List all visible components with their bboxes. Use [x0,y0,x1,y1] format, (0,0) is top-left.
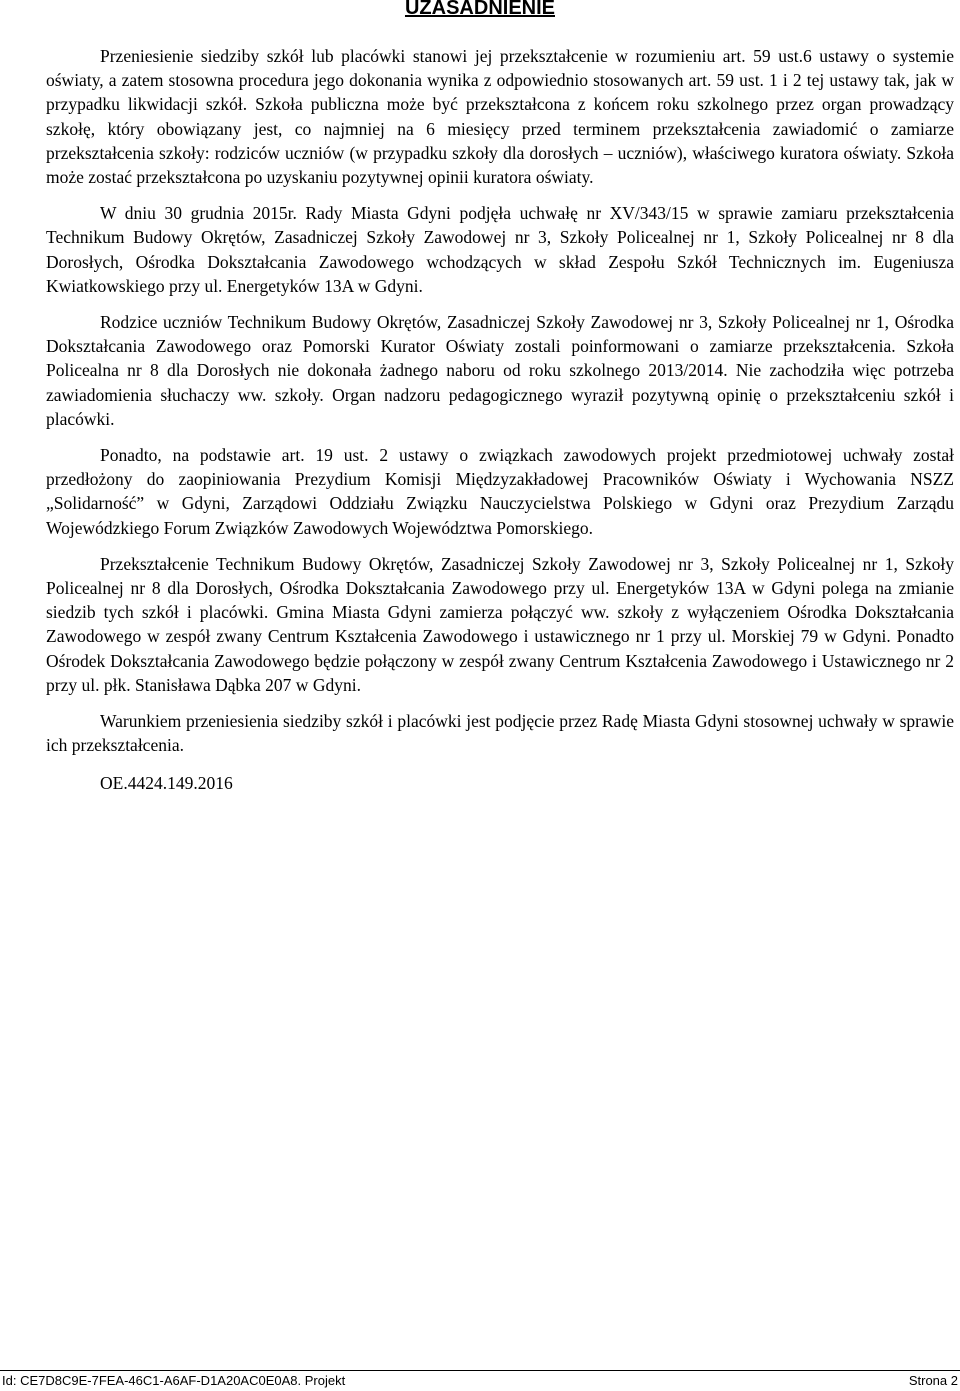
footer-document-id: Id: CE7D8C9E-7FEA-46C1-A6AF-D1A20AC0E0A8. Projekt [2,1373,346,1388]
reference-number: OE.4424.149.2016 [100,773,233,794]
footer-divider [0,1370,960,1371]
paragraph-notification: Rodzice uczniów Technikum Budowy Okrętów, Zasadniczej Szkoły Zawodowej nr 3, Szkoły Policealnej nr 1, Ośrodka Dokształcania Zawodowego oraz Pomorski Kurator Oświaty zostali poinformowani o zamiarze przekształcenia. Szkoła Policealna nr 8 dla Dorosłych nie dokonała żadnego naboru od roku szkolnego 2013/2014. Nie zachodziła więc potrzeba zawiadomienia słuchaczy ww. szkoły. Organ nadzoru pedagogicznego wyraził pozytywną opinię o przekształceniu szkół i placówki. [46,312,954,429]
paragraph-transformation-details: Przekształcenie Technikum Budowy Okrętów, Zasadniczej Szkoły Zawodowej nr 3, Szkoły Policealnej nr 1, Szkoły Policealnej nr 8 dla Dorosłych, Ośrodka Dokształcania Zawodowego przy ul. Energetyków 13A w Gdyni polega na zmianie siedzib tych szkół i placówki. Gmina Miasta Gdyni zamierza połączyć ww. szkoły z wyłączeniem Ośrodka Dokształcania Zawodowego w zespół zwany Centrum Kształcenia Zawodowego i ustawicznego nr 1 przy ul. Morskiej 79 w Gdyni. Ponadto Ośrodek Dokształcania Zawodowego będzie połączony w zespół zwany Centrum Kształcenia Zawodowego i Ustawicznego nr 2 przy ul. płk. Stanisława Dąbka 207 w Gdyni. [46,553,954,695]
paragraph-council-resolution: W dniu 30 grudnia 2015r. Rady Miasta Gdyni podjęła uchwałę nr XV/343/15 w sprawie zamiaru przekształcenia Technikum Budowy Okrętów, Zasadniczej Szkoły Zawodowej nr 3, Szkoły Policealnej nr 1, Szkoły Policealnej nr 8 dla Dorosłych, Ośrodka Dokształcania Zawodowego wchodzących w skład Zespołu Szkół Technicznych im. Eugeniusza Kwiatkowskiego przy ul. Energetyków 13A w Gdyni. [46,203,954,296]
paragraph-union-consultation: Ponadto, na podstawie art. 19 ust. 2 ustawy o związkach zawodowych projekt przedmiotowej uchwały został przedłożony do zaopiniowania Prezydium Komisji Międzyzakładowej Pracowników Oświaty i Wychowania NSZZ „Solidarność” w Gdyni, Zarządowi Oddziału Związku Nauczycielstwa Polskiego w Gdyni oraz Prezydium Zarządu Wojewódzkiego Forum Związków Zawodowych Województwa Pomorskiego. [46,445,954,538]
document-title: UZASADNIENIE [404,0,555,19]
paragraph-condition: Warunkiem przeniesienia siedziby szkół i placówki jest podjęcie przez Radę Miasta Gdyni stosownej uchwały w sprawie ich przekształcenia. [46,711,954,756]
paragraph-legal-basis: Przeniesienie siedziby szkół lub placówki stanowi jej przekształcenie w rozumieniu art. 59 ust.6 ustawy o systemie oświaty, a zatem stosowna procedura jego dokonania wynika z odpowiednio stosowanych art. 59 ust. 1 i 2 tej ustawy tak, jak w przypadku likwidacji szkół. Szkoła publiczna może być przekształcona z końcem roku szkolnego przez organ prowadzący szkołę, który obowiązany jest, co najmniej na 6 miesięcy przed terminem przekształcenia zawiadomić o zamiarze przekształcenia szkoły: rodziców uczniów (w przypadku szkoły dla dorosłych – uczniów), właściwego kuratora oświaty. Szkoła może zostać przekształcona po uzyskaniu pozytywnej opinii kuratora oświaty. [46,46,954,188]
footer-page-number: Strona 2 [908,1373,958,1388]
document-body [46,44,954,808]
